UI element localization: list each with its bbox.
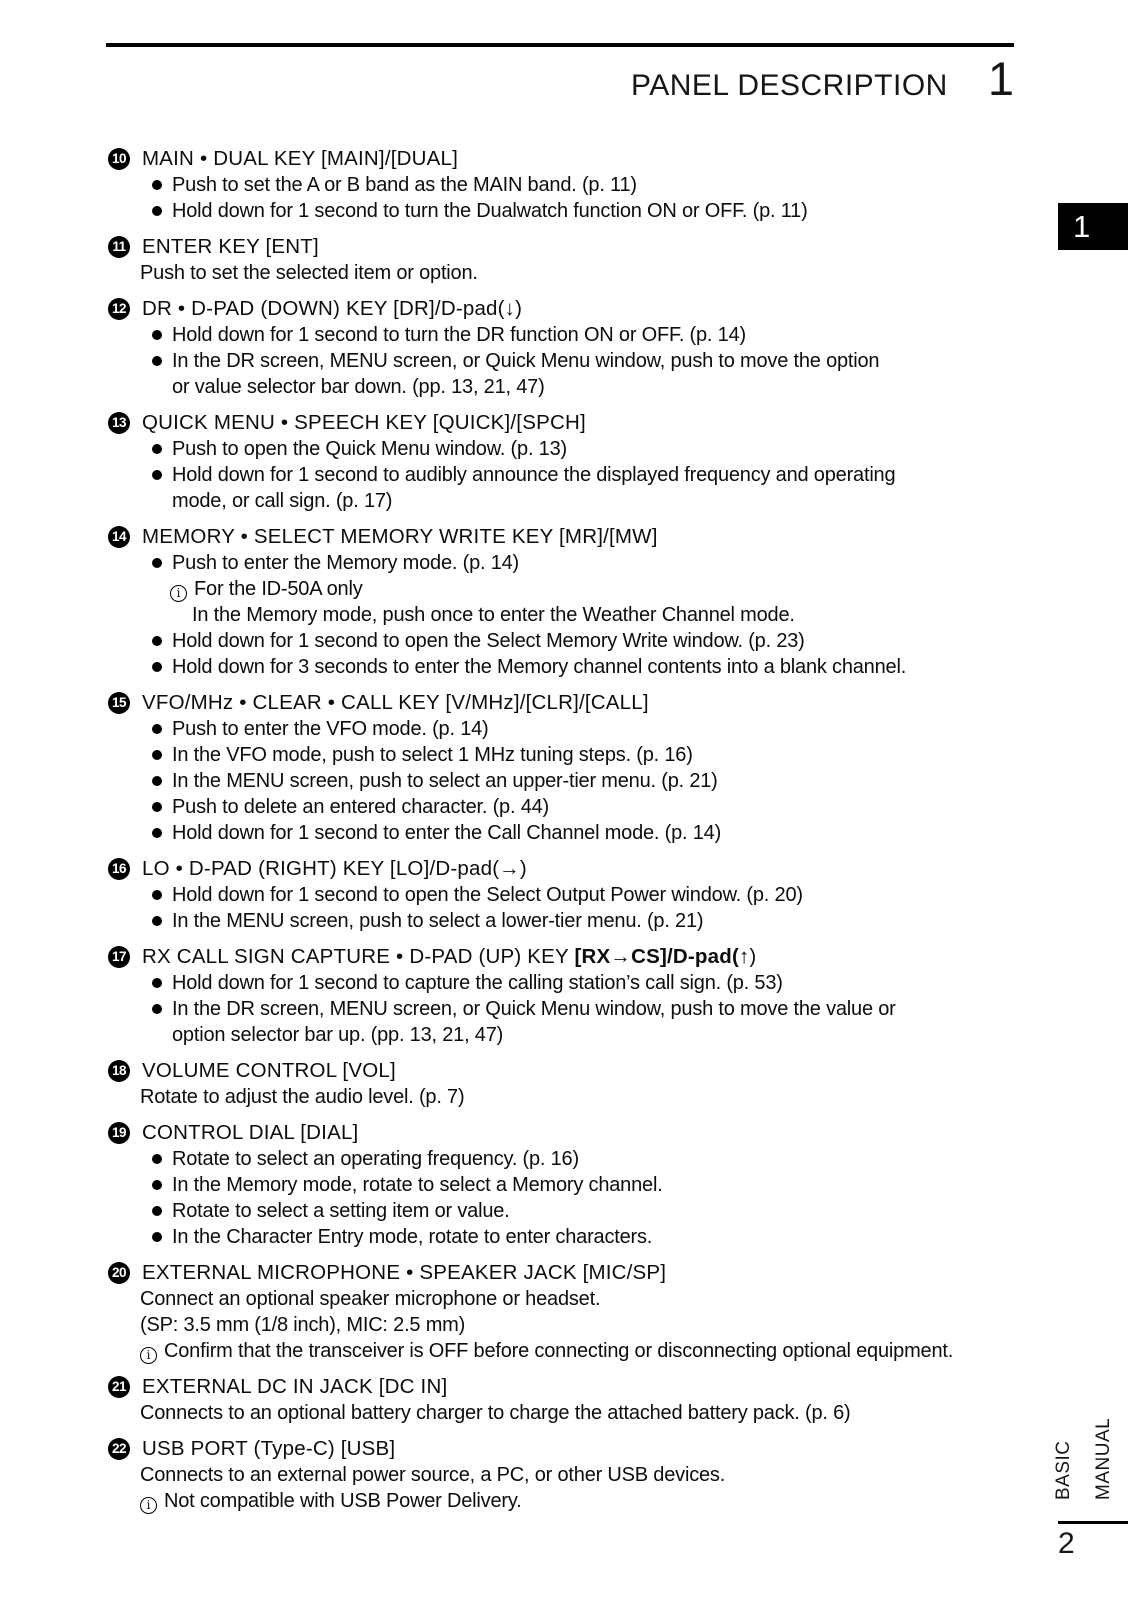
bullet-icon xyxy=(152,662,162,672)
line-text: In the MENU screen, push to select a lower-tier menu. (p. 21) xyxy=(172,910,704,932)
bullet-line xyxy=(108,322,1014,348)
bullet-icon xyxy=(152,724,162,734)
bullet-line xyxy=(108,198,1014,224)
line-text: Hold down for 1 second to capture the calling station’s call sign. (p. 53) xyxy=(172,972,783,994)
bullet-icon xyxy=(152,890,162,900)
bullet-icon xyxy=(152,1154,162,1164)
line-text: Push to set the selected item or option. xyxy=(140,262,478,284)
item-title xyxy=(108,234,1014,260)
bullet-icon xyxy=(152,330,162,340)
bullet-line xyxy=(108,996,1014,1048)
item-number-badge: 21 xyxy=(108,1376,130,1398)
panel-item-17 xyxy=(108,944,1014,1048)
bullet-icon xyxy=(152,828,162,838)
item-title xyxy=(108,1120,1014,1146)
panel-item-22 xyxy=(108,1436,1014,1514)
info-icon: i xyxy=(170,585,187,602)
page-number: 2 xyxy=(1058,1527,1075,1560)
description-line xyxy=(108,1286,1014,1312)
line-text: In the Memory mode, rotate to select a Memory channel. xyxy=(172,1174,663,1196)
line-text: In the Character Entry mode, rotate to enter characters. xyxy=(172,1226,653,1248)
item-title-text: VFO/MHz • CLEAR • CALL KEY [V/MHz]/[CLR]/[CALL] xyxy=(142,691,649,714)
item-title xyxy=(108,1260,1014,1286)
panel-item-12 xyxy=(108,296,1014,400)
line-text: Rotate to adjust the audio level. (p. 7) xyxy=(140,1086,465,1108)
item-title xyxy=(108,944,1014,970)
panel-item-13 xyxy=(108,410,1014,514)
line-text: Connects to an optional battery charger to charge the attached battery pack. (p. 6) xyxy=(140,1402,851,1424)
bullet-icon xyxy=(152,356,162,366)
item-title xyxy=(108,524,1014,550)
bullet-icon xyxy=(152,1004,162,1014)
bullet-line xyxy=(108,550,1014,576)
line-text: For the ID-50A only xyxy=(194,578,363,600)
bullet-icon xyxy=(152,206,162,216)
line-text: Push to enter the Memory mode. (p. 14) xyxy=(172,552,520,574)
line-text: Connect an optional speaker microphone or headset. xyxy=(140,1288,601,1310)
item-title xyxy=(108,856,1014,882)
line-text: Hold down for 1 second to turn the Dualwatch function ON or OFF. (p. 11) xyxy=(172,200,808,222)
bullet-line xyxy=(108,882,1014,908)
bullet-line xyxy=(108,1224,1014,1250)
item-title-text: QUICK MENU • SPEECH KEY [QUICK]/[SPCH] xyxy=(142,411,586,434)
item-title-text: CONTROL DIAL [DIAL] xyxy=(142,1121,359,1144)
item-title xyxy=(108,1374,1014,1400)
bullet-line xyxy=(108,1198,1014,1224)
bullet-line xyxy=(108,970,1014,996)
item-number-badge: 22 xyxy=(108,1438,130,1460)
panel-item-20 xyxy=(108,1260,1014,1364)
bullet-icon xyxy=(152,444,162,454)
info-note-line xyxy=(108,576,1014,602)
line-text: Hold down for 3 seconds to enter the Memory channel contents into a blank channel. xyxy=(172,656,907,678)
chapter-number: 1 xyxy=(987,52,1014,105)
description-line xyxy=(108,1312,1014,1338)
bullet-icon xyxy=(152,802,162,812)
item-title-text: DR • D-PAD (DOWN) KEY [DR]/D-pad(↓) xyxy=(142,297,523,320)
panel-item-18 xyxy=(108,1058,1014,1110)
top-rule xyxy=(106,43,1014,47)
bullet-line xyxy=(108,1172,1014,1198)
line-text: Not compatible with USB Power Delivery. xyxy=(164,1490,522,1512)
description-line xyxy=(108,1084,1014,1110)
bullet-icon xyxy=(152,1180,162,1190)
bullet-icon xyxy=(152,636,162,646)
panel-item-14 xyxy=(108,524,1014,680)
panel-item-10 xyxy=(108,146,1014,224)
bullet-line xyxy=(108,436,1014,462)
line-text: In the VFO mode, push to select 1 MHz tuning steps. (p. 16) xyxy=(172,744,693,766)
item-number-badge: 19 xyxy=(108,1122,130,1144)
line-text: Push to enter the VFO mode. (p. 14) xyxy=(172,718,489,740)
bullet-icon xyxy=(152,180,162,190)
info-note-continuation xyxy=(108,602,1014,628)
bullet-line xyxy=(108,908,1014,934)
page-title: PANEL DESCRIPTION xyxy=(630,69,948,102)
info-note-line xyxy=(108,1488,1014,1514)
panel-item-15 xyxy=(108,690,1014,846)
chapter-tab: 1 xyxy=(1058,203,1128,250)
line-text: Connects to an external power source, a PC, or other USB devices. xyxy=(140,1464,726,1486)
page-header xyxy=(106,52,1014,105)
description-line xyxy=(108,1400,1014,1426)
item-number-badge: 11 xyxy=(108,236,130,258)
item-title-text: EXTERNAL MICROPHONE • SPEAKER JACK [MIC/SP] xyxy=(142,1261,667,1284)
item-title xyxy=(108,1058,1014,1084)
item-number-badge: 15 xyxy=(108,692,130,714)
item-number-badge: 13 xyxy=(108,412,130,434)
item-number-badge: 16 xyxy=(108,858,130,880)
bullet-icon xyxy=(152,1206,162,1216)
panel-item-21 xyxy=(108,1374,1014,1426)
bullet-line xyxy=(108,348,1014,400)
item-number-badge: 12 xyxy=(108,298,130,320)
line-text: In the Memory mode, push once to enter the Weather Channel mode. xyxy=(192,604,795,626)
panel-description-list xyxy=(108,146,1014,1524)
item-number-badge: 20 xyxy=(108,1262,130,1284)
line-text: Rotate to select a setting item or value. xyxy=(172,1200,510,1222)
bullet-icon xyxy=(152,916,162,926)
item-title xyxy=(108,410,1014,436)
item-title xyxy=(108,296,1014,322)
item-number-badge: 18 xyxy=(108,1060,130,1082)
item-number-badge: 14 xyxy=(108,526,130,548)
panel-item-11 xyxy=(108,234,1014,286)
bullet-line xyxy=(108,820,1014,846)
bullet-icon xyxy=(152,470,162,480)
bullet-line xyxy=(108,462,1014,514)
item-title-text: ENTER KEY [ENT] xyxy=(142,235,319,258)
panel-item-16 xyxy=(108,856,1014,934)
line-text: In the MENU screen, push to select an upper-tier menu. (p. 21) xyxy=(172,770,718,792)
item-title xyxy=(108,1436,1014,1462)
item-title-text: EXTERNAL DC IN JACK [DC IN] xyxy=(142,1375,448,1398)
bullet-icon xyxy=(152,750,162,760)
line-text: Push to set the A or B band as the MAIN band. (p. 11) xyxy=(172,174,637,196)
bullet-line xyxy=(108,794,1014,820)
item-title-text: LO • D-PAD (RIGHT) KEY [LO]/D-pad(→) xyxy=(142,857,527,880)
item-number-badge: 10 xyxy=(108,148,130,170)
line-text: Hold down for 1 second to turn the DR function ON or OFF. (p. 14) xyxy=(172,324,746,346)
footer-rule xyxy=(1058,1521,1128,1524)
line-text: (SP: 3.5 mm (1/8 inch), MIC: 2.5 mm) xyxy=(140,1314,466,1336)
bullet-icon xyxy=(152,1232,162,1242)
bullet-icon xyxy=(152,558,162,568)
item-title-text: MAIN • DUAL KEY [MAIN]/[DUAL] xyxy=(142,147,458,170)
item-title-text: MEMORY • SELECT MEMORY WRITE KEY [MR]/[MW] xyxy=(142,525,658,548)
line-text: Hold down for 1 second to enter the Call Channel mode. (p. 14) xyxy=(172,822,722,844)
item-title xyxy=(108,146,1014,172)
description-line xyxy=(108,260,1014,286)
bullet-line xyxy=(108,654,1014,680)
bullet-line xyxy=(108,628,1014,654)
line-text: In the DR screen, MENU screen, or Quick Menu window, push to move the value or option selector bar up. (pp. 13, 21, 47) xyxy=(172,998,896,1046)
description-line xyxy=(108,1462,1014,1488)
panel-item-19 xyxy=(108,1120,1014,1250)
line-text: Push to open the Quick Menu window. (p. 13) xyxy=(172,438,567,460)
line-text: Hold down for 1 second to open the Select Output Power window. (p. 20) xyxy=(172,884,803,906)
bullet-line xyxy=(108,172,1014,198)
line-text: Rotate to select an operating frequency. (p. 16) xyxy=(172,1148,579,1170)
bullet-icon xyxy=(152,978,162,988)
item-title-text: USB PORT (Type-C) [USB] xyxy=(142,1437,396,1460)
line-text: Push to delete an entered character. (p. 44) xyxy=(172,796,550,818)
info-note-line xyxy=(108,1338,1014,1364)
line-text: In the DR screen, MENU screen, or Quick Menu window, push to move the option or value selector bar down. (pp. 13, 21, 47) xyxy=(172,350,880,398)
line-text: Hold down for 1 second to open the Select Memory Write window. (p. 23) xyxy=(172,630,805,652)
info-icon: i xyxy=(140,1497,157,1514)
side-label-basic-manual: BASIC MANUAL xyxy=(1053,1417,1114,1500)
bullet-line xyxy=(108,742,1014,768)
line-text: Confirm that the transceiver is OFF before connecting or disconnecting optional equipment. xyxy=(164,1340,954,1362)
item-title-text: RX CALL SIGN CAPTURE • D-PAD (UP) KEY [RX→CS]/D-pad(↑) xyxy=(142,945,757,968)
item-title-text: VOLUME CONTROL [VOL] xyxy=(142,1059,396,1082)
bullet-icon xyxy=(152,776,162,786)
item-title xyxy=(108,690,1014,716)
line-text: Hold down for 1 second to audibly announce the displayed frequency and operating mode, or call sign. (p. 17) xyxy=(172,464,896,512)
bullet-line xyxy=(108,768,1014,794)
item-number-badge: 17 xyxy=(108,946,130,968)
bullet-line xyxy=(108,1146,1014,1172)
info-icon: i xyxy=(140,1347,157,1364)
bullet-line xyxy=(108,716,1014,742)
